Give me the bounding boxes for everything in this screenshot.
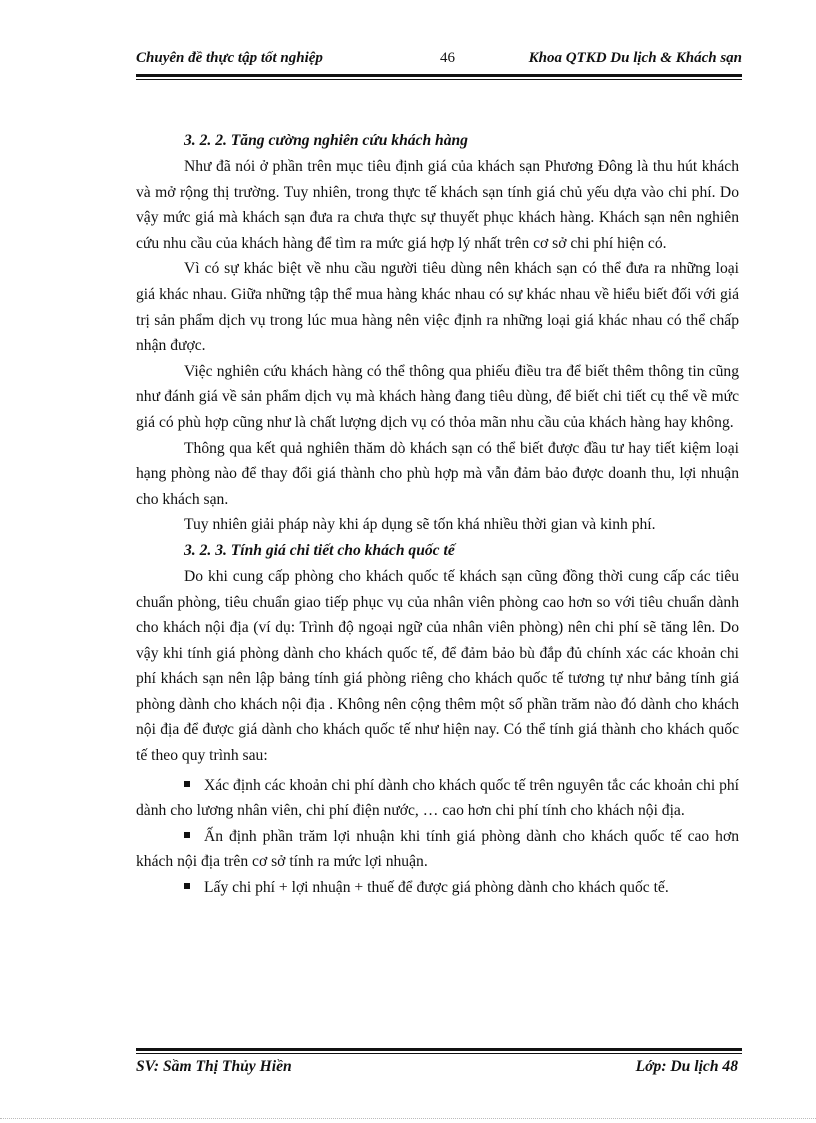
paragraph: Việc nghiên cứu khách hàng có thể thông qua phiếu điều tra để biết thêm thông tin cũng như đánh giá về sản phẩm dịch vụ mà khách hàng đang tiêu dùng, để biết chi tiết cụ thể về mức giá có phù hợp cũng như là chất lượng dịch vụ có thỏa mãn nhu cầu của khách hàng hay không.: [136, 362, 739, 431]
section-heading-322: 3. 2. 2. Tăng cường nghiên cứu khách hàng: [184, 132, 468, 149]
page-footer: [136, 1056, 738, 1080]
square-bullet-icon: [184, 781, 190, 787]
square-bullet-icon: [184, 832, 190, 838]
bullet-text: Lấy chi phí + lợi nhuận + thuế để được giá phòng dành cho khách quốc tế.: [204, 879, 669, 897]
header-faculty: Khoa QTKD Du lịch & Khách sạn: [528, 50, 742, 66]
footer-student-name: SV: Sầm Thị Thủy Hiền: [136, 1058, 292, 1075]
paragraph: Thông qua kết quả nghiên thăm dò khách sạn có thể biết được đầu tư hay tiết kiệm loại hạng phòng nào để thay đổi giá thành cho phù hợp mà vẫn đảm bảo được doanh thu, lợi nhuận cho khách sạn.: [136, 439, 739, 508]
bullet-item: [136, 773, 739, 824]
bullet-text: Xác định các khoản chi phí dành cho khách quốc tế trên nguyên tắc các khoản chi phí dành cho lương nhân viên, chi phí điện nước, … cao hơn chi phí tính cho khách nội địa.: [136, 776, 739, 820]
page-header: [136, 46, 742, 74]
paragraph: Tuy nhiên giải pháp này khi áp dụng sẽ tốn khá nhiều thời gian và kinh phí.: [184, 516, 656, 534]
bullet-text: Ấn định phần trăm lợi nhuận khi tính giá phòng dành cho khách quốc tế cao hơn khách nội địa trên cơ sở tính ra mức lợi nhuận.: [136, 827, 739, 871]
paragraph: Do khi cung cấp phòng cho khách quốc tế khách sạn cũng đồng thời cung cấp các tiêu chuẩn phòng, tiêu chuẩn giao tiếp phục vụ của nhân viên phòng cao hơn so với tiêu chuẩn dành cho khách nội địa (ví dụ: Trình độ ngoại ngữ của nhân viên phòng) nên chi phí sẽ tăng lên. Do vậy khi tính giá phòng dành cho khách quốc tế, để đảm bảo bù đắp đủ chính xác các khoản chi phí khách sạn nên lập bảng tính giá phòng riêng cho khách quốc tế tương tự như bảng tính giá phòng dành cho khách nội địa . Không nên cộng thêm một số phần trăm nào đó dành cho khách nội địa để được giá dành cho khách quốc tế như hiện nay. Có thể tính giá thành cho khách quốc tế theo quy trình sau:: [136, 567, 739, 765]
header-rule-thin: [136, 79, 742, 80]
bullet-item: [136, 824, 739, 875]
page-body: [136, 128, 739, 901]
footer-rule-thick: [136, 1048, 742, 1051]
section-heading-323: 3. 2. 3. Tính giá chi tiết cho khách quốc tế: [184, 541, 455, 559]
bullet-item: [136, 875, 739, 901]
header-page-number: 46: [440, 50, 455, 66]
square-bullet-icon: [184, 883, 190, 889]
header-document-title: Chuyên đề thực tập tốt nghiệp: [136, 50, 323, 66]
paragraph: Vì có sự khác biệt về nhu cầu người tiêu dùng nên khách sạn có thể đưa ra những loại giá khác nhau. Giữa những tập thể mua hàng khác nhau có sự khác nhau về hiểu biết đối với giá trị sản phẩm dịch vụ trong lúc mua hàng nên việc định ra những loại giá khác nhau có thể chấp nhận được.: [136, 260, 739, 355]
footer-class: Lớp: Du lịch 48: [635, 1058, 738, 1075]
paragraph: Như đã nói ở phần trên mục tiêu định giá của khách sạn Phương Đông là thu hút khách và mở rộng thị trường. Tuy nhiên, trong thực tế khách sạn tính giá chủ yếu dựa vào chi phí. Do vậy mức giá mà khách sạn đưa ra chưa thực sự thuyết phục khách hàng. Khách sạn nên nghiên cứu nhu cầu của khách hàng để tìm ra mức giá hợp lý nhất trên cơ sở chi phí hiện có.: [136, 158, 739, 252]
footer-rule-thin: [136, 1053, 742, 1054]
page-edge-divider: [0, 1118, 816, 1120]
header-rule-thick: [136, 74, 742, 77]
